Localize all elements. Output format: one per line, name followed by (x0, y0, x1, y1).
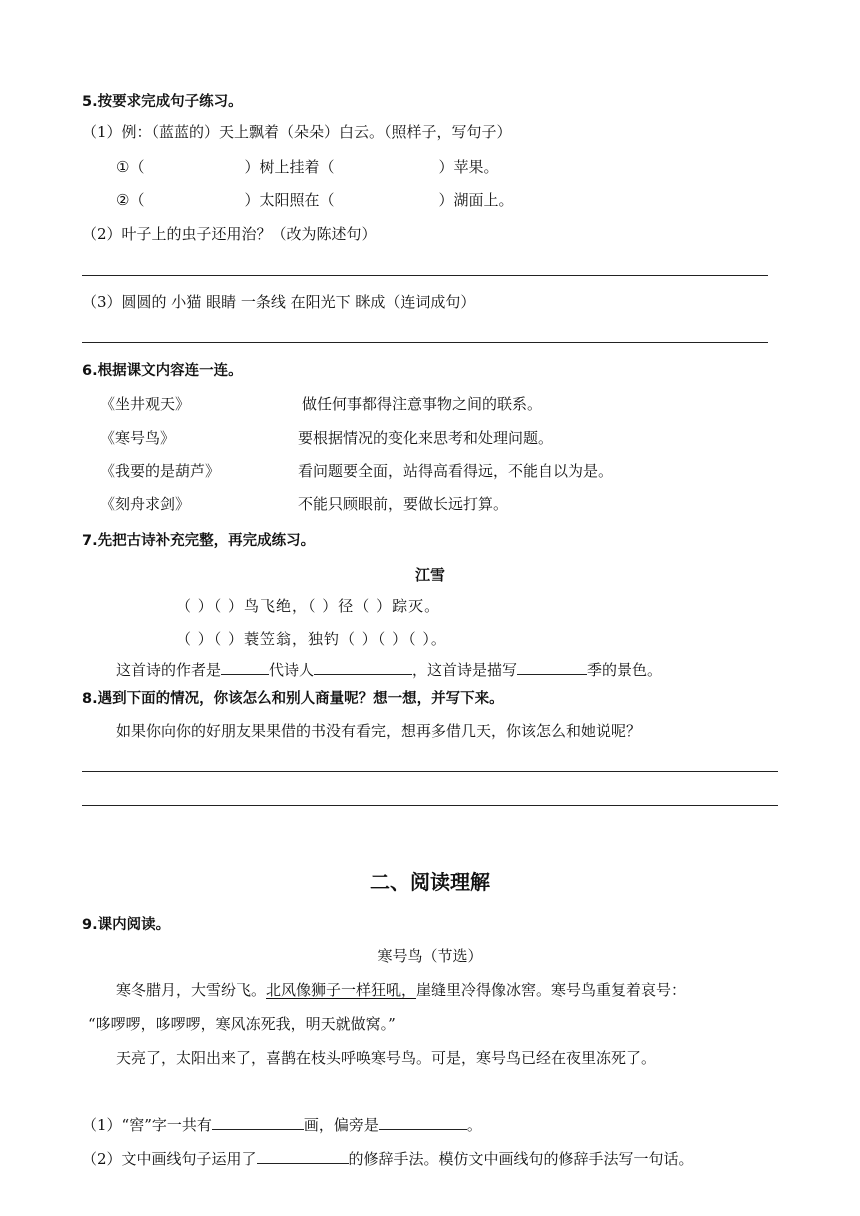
q7-text-a: 这首诗的作者是 (116, 661, 222, 679)
passage-title: 寒号鸟（节选） (377, 947, 483, 965)
q7-text-c: ，这首诗是描写 (412, 661, 518, 679)
answer-line-q8-1[interactable] (82, 771, 778, 772)
q9-sub1-b: 画，偏旁是 (303, 1116, 379, 1134)
q9-sub1 (82, 1114, 482, 1135)
q5-part1-b (116, 190, 513, 210)
q5-part3: （3）圆圆的 小猫 眼睛 一条线 在阳光下 眯成（连词成句） (82, 293, 476, 311)
q9-blank-rhetoric[interactable] (257, 1148, 349, 1164)
q6-title: 6.根据课文内容连一连。 (82, 363, 243, 379)
q7-blank-season[interactable] (517, 659, 587, 675)
q7-text-d: 季的景色。 (587, 661, 663, 679)
answer-line-q5-3[interactable] (82, 342, 768, 343)
q5-part1-a-end: ）苹果。 (438, 158, 499, 176)
q7-text-b: 代诗人 (269, 661, 315, 679)
q5-part1-a-num: ①（ (116, 158, 145, 176)
q5-part1-b-num: ②（ (116, 191, 145, 209)
q9-blank-strokes[interactable] (212, 1114, 304, 1130)
q5-part1-a-mid: ）树上挂着（ (244, 158, 335, 176)
q6-left-item[interactable]: 《我要的是葫芦》 (100, 462, 221, 480)
q6-left-item[interactable]: 《寒号鸟》 (100, 429, 176, 447)
q6-right-item[interactable]: 不能只顾眼前，要做长远打算。 (298, 495, 509, 513)
q5-title: 5.按要求完成句子练习。 (82, 94, 243, 110)
para1-text-b: 崖缝里冷得像冰窖。寒号鸟重复着哀号： (416, 981, 687, 999)
q5-part1-a (116, 157, 498, 177)
q9-sub2-b: 的修辞手法。模仿文中画线句的修辞手法写一句话。 (348, 1150, 694, 1168)
q5-part1-b-mid: ）太阳照在（ (244, 191, 335, 209)
q9-sub1-c: 。 (466, 1116, 482, 1134)
q9-sub1-a: （1）“窖”字一共有 (82, 1116, 212, 1134)
q9-sub2 (82, 1148, 694, 1169)
poem-line-1[interactable]: （ ）（ ）鸟飞绝，（ ）径（ ）踪灭。 (176, 597, 441, 615)
q6-left-item[interactable]: 《刻舟求剑》 (100, 495, 191, 513)
q6-right-item[interactable]: 做任何事都得注意事物之间的联系。 (302, 395, 543, 413)
q6-right-item[interactable]: 看问题要全面，站得高看得远，不能自以为是。 (298, 462, 614, 480)
q7-blank-poet[interactable] (314, 659, 412, 675)
answer-line-q5-2[interactable] (82, 275, 768, 276)
q7-blank-dynasty[interactable] (221, 659, 269, 675)
para1-text-a: 寒冬腊月，大雪纷飞。 (116, 981, 267, 999)
q5-part2: （2）叶子上的虫子还用治？（改为陈述句） (82, 225, 377, 243)
q9-sub2-a: （2）文中画线句子运用了 (82, 1150, 257, 1168)
q9-blank-radical[interactable] (379, 1114, 467, 1130)
passage-para-1-cont: “哆啰啰，哆啰啰，寒风冻死我，明天就做窝。” (88, 1015, 396, 1033)
passage-para-1 (116, 980, 686, 1000)
answer-line-q8-2[interactable] (82, 805, 778, 806)
underlined-sentence: 北风像狮子一样狂吼， (266, 981, 417, 999)
poem-line-2[interactable]: （ ）（ ）蓑笠翁，独钓（ ）（ ）（ ）。 (176, 630, 447, 648)
q8-prompt: 如果你向你的好朋友果果借的书没有看完，想再多借几天，你该怎么和她说呢？ (116, 722, 642, 740)
q6-right-item[interactable]: 要根据情况的变化来思考和处理问题。 (298, 429, 554, 447)
section-heading: 二、阅读理解 (370, 870, 490, 894)
q9-title: 9.课内阅读。 (82, 917, 171, 933)
q6-left-item[interactable]: 《坐井观天》 (100, 395, 191, 413)
q8-title: 8.遇到下面的情况，你该怎么和别人商量呢？想一想，并写下来。 (82, 691, 504, 707)
q7-question (116, 659, 662, 680)
q5-part1: （1）例：（蓝蓝的）天上飘着（朵朵）白云。（照样子，写句子） (82, 123, 512, 141)
q7-title: 7.先把古诗补充完整，再完成练习。 (82, 533, 316, 549)
passage-para-2: 天亮了，太阳出来了，喜鹊在枝头呼唤寒号鸟。可是，寒号鸟已经在夜里冻死了。 (116, 1049, 657, 1067)
poem-title: 江雪 (414, 566, 445, 584)
q5-part1-b-end: ）湖面上。 (438, 191, 514, 209)
